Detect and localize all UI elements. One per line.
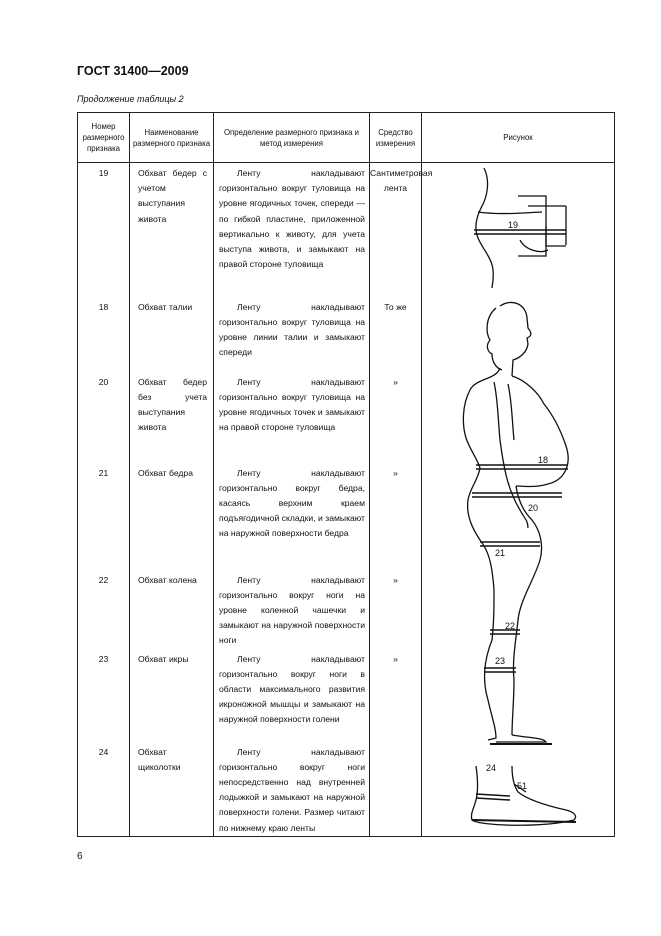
figure-label-51: 51 xyxy=(517,781,528,791)
ankle-measurement-figure xyxy=(471,766,576,825)
row-method: Ленту накладывают горизонтально вокруг ноги в области максимального развития икроножной мышцы и замыкают на наружной поверхности голени xyxy=(214,649,370,742)
col-header-tool: Средство измерения xyxy=(370,113,422,163)
document-title: ГОСТ 31400—2009 xyxy=(77,64,189,78)
row-name: Обхват колена xyxy=(130,570,214,649)
row-tool: » xyxy=(370,463,422,570)
row-number: 23 xyxy=(78,649,130,742)
col-header-figure: Рисунок xyxy=(422,113,615,163)
figure-label-19: 19 xyxy=(508,220,519,230)
row-method: Ленту накладывают горизонтально вокруг туловища на уровне ягодичных точек и замыкают на правой стороне туловища xyxy=(214,372,370,463)
col-header-number: Номер размерного признака xyxy=(78,113,130,163)
col-header-name: Наименование размерного признака xyxy=(130,113,214,163)
page-number: 6 xyxy=(77,851,83,862)
row-name: Обхват бедер с учетом выступания живота xyxy=(130,163,214,297)
row-method: Ленту накладывают горизонтально вокруг ноги непосредственно над внутренней лодыжкой и замыкают на наружной поверхности голени. Размер читают по нижнему краю ленты xyxy=(214,742,370,837)
row-name: Обхват бедра xyxy=(130,463,214,570)
figure-label-20: 20 xyxy=(528,503,539,513)
row-number: 19 xyxy=(78,163,130,297)
col-header-method: Определение размерного признака и метод измерения xyxy=(214,113,370,163)
row-tool: » xyxy=(370,649,422,742)
row-method: Ленту накладывают горизонтально вокруг туловища на уровне линии талии и замыкают спереди xyxy=(214,297,370,372)
row-number: 21 xyxy=(78,463,130,570)
table-continuation-caption: Продолжение таблицы 2 xyxy=(77,94,184,104)
figure-label-24: 24 xyxy=(486,763,497,773)
row-tool: То же xyxy=(370,297,422,372)
row-number: 18 xyxy=(78,297,130,372)
row-name: Обхват талии xyxy=(130,297,214,372)
figure-label-18: 18 xyxy=(538,455,549,465)
row-number: 24 xyxy=(78,742,130,837)
figure-label-23: 23 xyxy=(495,656,506,666)
row-tool: Сантиметровая лента xyxy=(370,163,422,297)
body-profile-figure xyxy=(463,302,568,744)
row-method: Ленту накладывают горизонтально вокруг ноги на уровне коленной чашечки и замыкают на наружной поверхности ноги xyxy=(214,570,370,649)
row-number: 22 xyxy=(78,570,130,649)
row-tool: » xyxy=(370,372,422,463)
hip-measurement-figure xyxy=(474,168,566,288)
row-method: Ленту накладывают горизонтально вокруг бедра, касаясь верхним краем подъягодичной складки, и замыкают на наружной поверхности бедра xyxy=(214,463,370,570)
row-name: Обхват щиколотки xyxy=(130,742,214,837)
row-tool: » xyxy=(370,570,422,649)
row-number: 20 xyxy=(78,372,130,463)
row-name: Обхват икры xyxy=(130,649,214,742)
row-name: Обхват бедер без учета выступания живота xyxy=(130,372,214,463)
figure-label-21: 21 xyxy=(495,548,506,558)
row-method: Ленту накладывают горизонтально вокруг туловища на уровне ягодичных точек, спереди — по гибкой пластине, приложенной вертикально к животу, для учета выступа живота, и замыкают на правой стороне туловища xyxy=(214,163,370,297)
figure-label-22: 22 xyxy=(505,621,516,631)
